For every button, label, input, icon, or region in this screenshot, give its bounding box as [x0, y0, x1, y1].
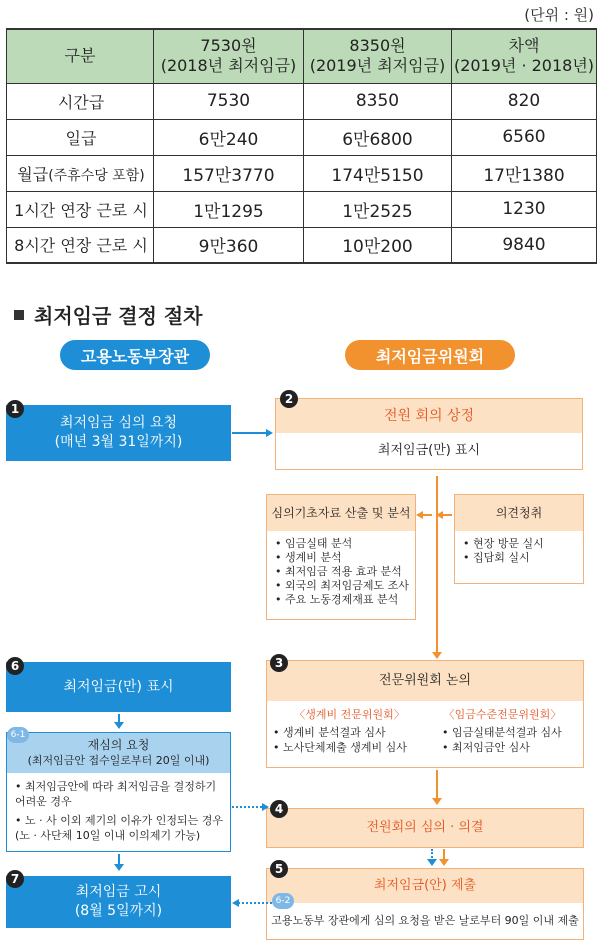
step3-box: [266, 660, 584, 768]
step6-2-tag: 6-2: [272, 893, 294, 909]
step3-number: 3: [270, 654, 288, 672]
step4-text: 전원회의 심의 · 의결: [366, 820, 484, 835]
step5-box: [266, 868, 584, 940]
step5-number: 5: [270, 860, 288, 878]
step1-title: 최저임금 심의 요청: [59, 415, 178, 431]
header-category: 구분: [7, 29, 154, 83]
arrow-1-to-2-head: [266, 429, 273, 437]
list-item: • 최저임금 적용 효과 분석: [275, 565, 402, 578]
list-item: • 임금실태분석결과 심사: [442, 726, 562, 739]
step2-box: [275, 398, 583, 470]
arrow-2-to-3-head: [432, 652, 442, 659]
table-row: [7, 191, 597, 227]
cell-diff: 820: [452, 83, 597, 119]
cell-2019: 6만6800: [304, 119, 452, 155]
list-item: • 임금실태 분석: [275, 537, 353, 550]
cell-2018: 1만1295: [154, 191, 304, 227]
wage-level-committee-title: 〈임금수준전문위원회〉: [443, 708, 562, 721]
step1-number: 1: [6, 400, 24, 418]
list-item: • 노사단체제출 생계비 심사: [273, 741, 407, 754]
step2-head: 전원 회의 상정: [276, 399, 582, 433]
cell-diff: 1230: [452, 191, 597, 227]
arrow-from-opinion-head: [436, 511, 443, 519]
row-label: 1시간 연장 근로 시: [7, 191, 154, 227]
arrow-6-1-to-4: [232, 806, 266, 808]
list-item: • 집담회 실시: [463, 551, 530, 564]
step6-1-head: 재심의 요청 (최저임금안 접수일로부터 20일 이내): [7, 733, 230, 773]
arrow-4-to-5-dotted-head: [427, 859, 437, 866]
labor-minister-header: 고용노동부장관: [60, 340, 210, 370]
table-row: [7, 227, 597, 263]
opinion-head: 의견청취: [455, 495, 583, 531]
step2-body: 최저임금(만) 표시: [377, 443, 481, 458]
row-label: 시간급: [7, 83, 154, 119]
step6-text: 최저임금(만) 표시: [63, 678, 174, 695]
step5-head: 최저임금(안) 제출: [267, 869, 583, 903]
header-2018: 7530원 (2018년 최저임금): [154, 29, 304, 83]
arrow-2-to-3: [436, 476, 438, 654]
table-row: [7, 119, 597, 155]
section-title: 최저임금 결정 절차: [14, 300, 203, 329]
list-item: • 노 · 사 이외 제기의 이유가 인정되는 경우 (노 · 사단체 10일 이내 이의제기 가능): [15, 814, 223, 842]
arrow-4-to-5-head: [439, 859, 449, 866]
step6-box: [6, 662, 231, 712]
cell-2019: 10만200: [304, 227, 452, 263]
step4-number: 4: [270, 800, 288, 818]
research-head: 심의기초자료 산출 및 분석: [267, 495, 415, 531]
step2-number: 2: [280, 390, 298, 408]
arrow-6-to-6-1-head: [114, 722, 124, 729]
step6-1-tag: 6-1: [7, 727, 29, 743]
arrow-5-to-7-head: [232, 899, 239, 907]
table-row: [7, 155, 597, 191]
cell-2018: 6만240: [154, 119, 304, 155]
list-item: • 최저임금안에 따라 최저임금을 결정하기 어려운 경우: [15, 780, 217, 808]
cell-diff: 9840: [452, 227, 597, 263]
research-box: [266, 494, 416, 620]
cell-2018: 157만3770: [154, 155, 304, 191]
opinion-box: [454, 494, 584, 584]
header-2019: 8350원 (2019년 최저임금): [304, 29, 452, 83]
cell-2019: 174만5150: [304, 155, 452, 191]
row-label: 일급: [7, 119, 154, 155]
arrow-6-1-to-7-head: [114, 864, 124, 871]
step7-deadline: (8월 5일까지): [74, 903, 163, 919]
list-item: • 현장 방문 실시: [463, 537, 544, 550]
cell-2019: 8350: [304, 83, 452, 119]
cell-2018: 9만360: [154, 227, 304, 263]
cell-2019: 1만2525: [304, 191, 452, 227]
living-cost-committee: [273, 707, 426, 755]
cell-diff: 17만1380: [452, 155, 597, 191]
table-row: [7, 83, 597, 119]
list-item: • 생계비 분석결과 심사: [273, 726, 386, 739]
step7-number: 7: [6, 870, 24, 888]
commission-header: 최저임금위원회: [345, 340, 515, 370]
step1-box: [6, 405, 231, 461]
arrow-1-to-2: [232, 432, 268, 434]
wage-table: [6, 28, 597, 264]
arrow-3-to-4: [436, 770, 438, 800]
square-bullet-icon: [14, 310, 24, 320]
table-header-row: [7, 29, 597, 83]
wage-level-committee: [426, 707, 579, 755]
header-diff: 차액 (2019년 · 2018년): [452, 29, 597, 83]
step7-box: [6, 876, 231, 928]
step3-committees: [267, 701, 583, 755]
unit-label: (단위 : 원): [524, 6, 594, 24]
arrow-6-1-to-4-head: [262, 803, 269, 811]
living-cost-committee-title: 〈생계비 전문위원회〉: [294, 708, 405, 721]
list-item: • 외국의 최저임금제도 조사: [275, 579, 409, 592]
arrow-to-research-head: [416, 511, 423, 519]
opinion-list: [455, 531, 583, 565]
step7-title: 최저임금 고시: [75, 884, 162, 900]
row-label: 월급(주휴수당 포함): [7, 155, 154, 191]
list-item: • 최저임금안 심사: [442, 741, 530, 754]
list-item: • 생계비 분석: [275, 551, 342, 564]
step6-number: 6: [6, 657, 24, 675]
row-label: 8시간 연장 근로 시: [7, 227, 154, 263]
arrow-3-to-4-head: [432, 798, 442, 805]
step5-body: 고용노동부 장관에게 심의 요청을 받은 날로부터 90일 이내 제출: [271, 914, 579, 927]
step3-head: 전문위원회 논의: [267, 661, 583, 701]
step1-deadline: (매년 3월 31일까지): [54, 434, 183, 450]
arrow-5-to-7: [238, 902, 272, 904]
cell-2018: 7530: [154, 83, 304, 119]
step6-1-list: [7, 773, 230, 843]
step4-box: [266, 808, 584, 848]
cell-diff: 6560: [452, 119, 597, 155]
research-list: [267, 531, 415, 607]
step6-1-box: [6, 732, 231, 852]
list-item: • 주요 노동경제재표 분석: [275, 593, 399, 606]
